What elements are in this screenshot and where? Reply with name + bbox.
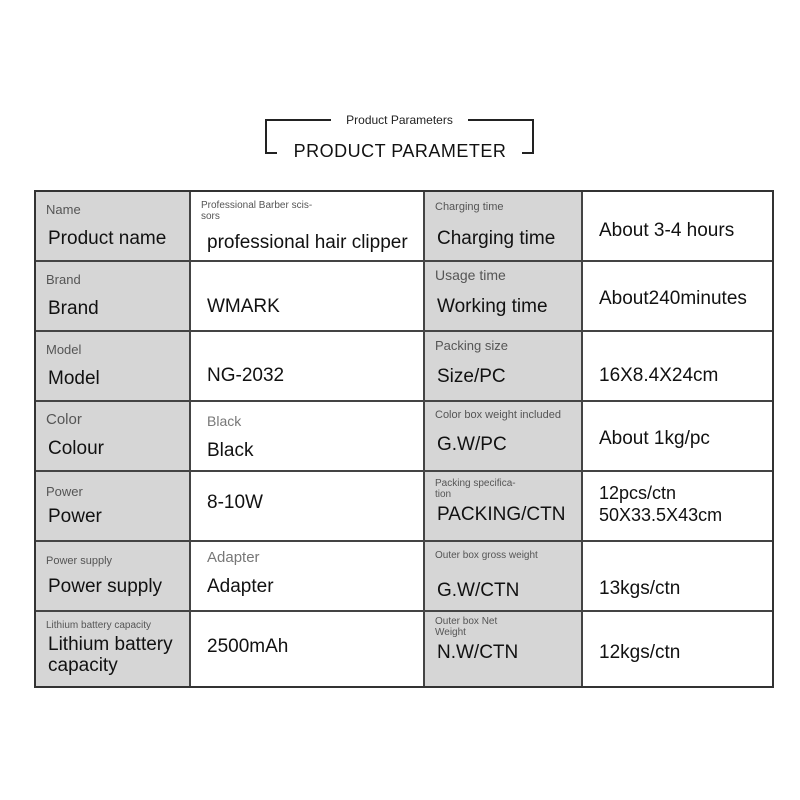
value-cell [191, 262, 425, 330]
label-cell [36, 612, 191, 686]
label-sub: Brand [46, 272, 81, 287]
value-cell [191, 192, 425, 260]
label-sub: Outer box gross weight [435, 550, 538, 561]
label-cell [36, 542, 191, 610]
value-sub: Adapter [207, 549, 260, 566]
label-sub: Lithium battery capacity [46, 620, 152, 631]
section-header [0, 0, 800, 170]
value-main: About 1kg/pc [599, 428, 710, 449]
table-row [36, 472, 772, 542]
label-cell [36, 332, 191, 400]
label-sub: Packing size [435, 338, 508, 353]
label-sub: Charging time [435, 201, 504, 213]
value-main: About240minutes [599, 288, 747, 309]
label-sub: Model [46, 342, 82, 357]
label-main: Charging time [437, 228, 556, 249]
value-cell [583, 192, 772, 260]
value-cell [191, 612, 425, 686]
value-main: WMARK [207, 296, 280, 317]
parameter-table [34, 190, 774, 688]
value-cell [191, 402, 425, 470]
value-cell [583, 612, 772, 686]
value-main: NG-2032 [207, 365, 285, 386]
table-row [36, 402, 772, 472]
header-title: PRODUCT PARAMETER [293, 141, 507, 161]
label-cell [425, 542, 583, 610]
value-main: 12kgs/ctn [599, 642, 681, 663]
label-main: G.W/PC [437, 434, 507, 455]
value-sub: Professional Barber scis- sors [201, 200, 313, 222]
label-main: Size/PC [437, 366, 506, 387]
value-main: 12pcs/ctn 50X33.5X43cm [599, 483, 723, 525]
header-bracket-right [522, 119, 534, 154]
value-main: About 3-4 hours [599, 220, 735, 241]
value-cell [191, 332, 425, 400]
value-cell [191, 472, 425, 540]
value-main: 8-10W [207, 492, 263, 513]
value-cell [583, 402, 772, 470]
table-row [36, 262, 772, 332]
value-sub: Black [207, 413, 242, 429]
label-cell [36, 472, 191, 540]
label-cell [425, 612, 583, 686]
value-main: 13kgs/ctn [599, 578, 681, 599]
label-main: Product name [48, 228, 167, 249]
label-sub: Color box weight included [435, 409, 561, 421]
label-main: Power supply [48, 576, 163, 597]
label-main: Colour [48, 438, 104, 459]
header-subtitle: Product Parameters [331, 112, 468, 128]
value-cell [583, 332, 772, 400]
label-cell [36, 192, 191, 260]
table-row [36, 332, 772, 402]
label-cell [425, 332, 583, 400]
label-sub: Usage time [435, 267, 506, 283]
label-cell [425, 472, 583, 540]
label-main: Model [48, 368, 100, 389]
value-main: Black [207, 440, 254, 461]
label-cell [36, 402, 191, 470]
label-sub: Color [46, 411, 82, 428]
label-sub: Name [46, 202, 81, 217]
label-cell [425, 192, 583, 260]
table-row [36, 542, 772, 612]
value-cell [583, 542, 772, 610]
label-cell [425, 402, 583, 470]
label-sub: Power supply [46, 555, 113, 567]
label-main: N.W/CTN [437, 642, 519, 663]
label-cell [36, 262, 191, 330]
table-row [36, 612, 772, 686]
value-cell [583, 472, 772, 540]
label-main: G.W/CTN [437, 580, 520, 601]
label-main: Lithium battery capacity [48, 634, 173, 676]
label-main: Brand [48, 298, 99, 319]
value-main: 2500mAh [207, 636, 289, 657]
label-sub: Outer box Net Weight [435, 616, 498, 638]
value-cell [583, 262, 772, 330]
label-sub: Power [46, 484, 83, 499]
label-main: Working time [437, 296, 548, 317]
table-row [36, 192, 772, 262]
value-main: Adapter [207, 576, 274, 597]
label-sub: Packing specifica- tion [435, 478, 516, 500]
value-cell [191, 542, 425, 610]
value-main: professional hair clipper [207, 232, 408, 253]
label-main: PACKING/CTN [437, 504, 566, 525]
header-bracket-left [265, 119, 277, 154]
header-line [265, 119, 331, 121]
value-main: 16X8.4X24cm [599, 365, 719, 386]
label-main: Power [48, 506, 102, 527]
label-cell [425, 262, 583, 330]
